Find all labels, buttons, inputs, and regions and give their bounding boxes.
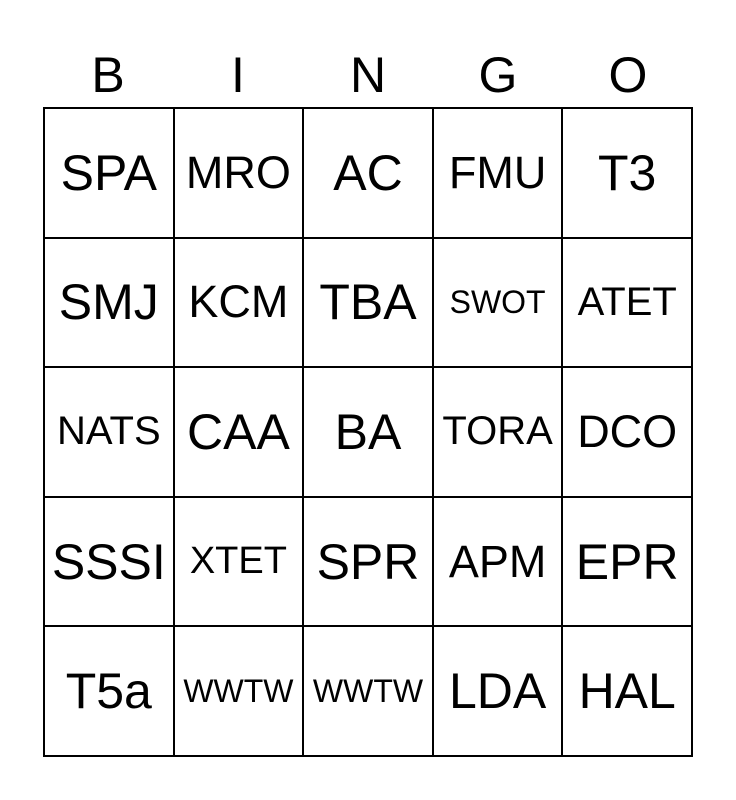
bingo-cell[interactable]: SPR xyxy=(303,497,433,627)
bingo-cell[interactable]: KCM xyxy=(174,238,304,368)
bingo-cell[interactable]: HAL xyxy=(562,626,692,756)
bingo-header xyxy=(43,44,693,106)
bingo-cell[interactable]: TBA xyxy=(303,238,433,368)
bingo-cell[interactable]: SMJ xyxy=(44,238,174,368)
header-letter-n: N xyxy=(349,47,387,103)
bingo-cell[interactable]: NATS xyxy=(44,367,174,497)
bingo-cell[interactable]: WWTW xyxy=(174,626,304,756)
bingo-cell[interactable]: T5a xyxy=(44,626,174,756)
bingo-cell[interactable]: DCO xyxy=(562,367,692,497)
bingo-cell[interactable]: MRO xyxy=(174,108,304,238)
bingo-cell[interactable]: SSSI xyxy=(44,497,174,627)
header-letter-o: O xyxy=(608,47,648,103)
bingo-cell[interactable]: EPR xyxy=(562,497,692,627)
bingo-cell[interactable]: SWOT xyxy=(433,238,563,368)
bingo-cell[interactable]: XTET xyxy=(174,497,304,627)
header-letter-i: I xyxy=(231,47,245,103)
bingo-cell[interactable]: CAA xyxy=(174,367,304,497)
bingo-cell[interactable]: LDA xyxy=(433,626,563,756)
bingo-cell[interactable]: ATET xyxy=(562,238,692,368)
bingo-cell[interactable]: BA xyxy=(303,367,433,497)
bingo-cell[interactable]: APM xyxy=(433,497,563,627)
bingo-cell[interactable]: T3 xyxy=(562,108,692,238)
bingo-cell[interactable]: TORA xyxy=(433,367,563,497)
bingo-card-grid xyxy=(43,107,693,757)
bingo-cell[interactable]: WWTW xyxy=(303,626,433,756)
bingo-cell[interactable]: FMU xyxy=(433,108,563,238)
bingo-cell[interactable]: AC xyxy=(303,108,433,238)
bingo-cell[interactable]: SPA xyxy=(44,108,174,238)
header-letter-b: B xyxy=(91,47,125,103)
header-letter-g: G xyxy=(478,47,518,103)
